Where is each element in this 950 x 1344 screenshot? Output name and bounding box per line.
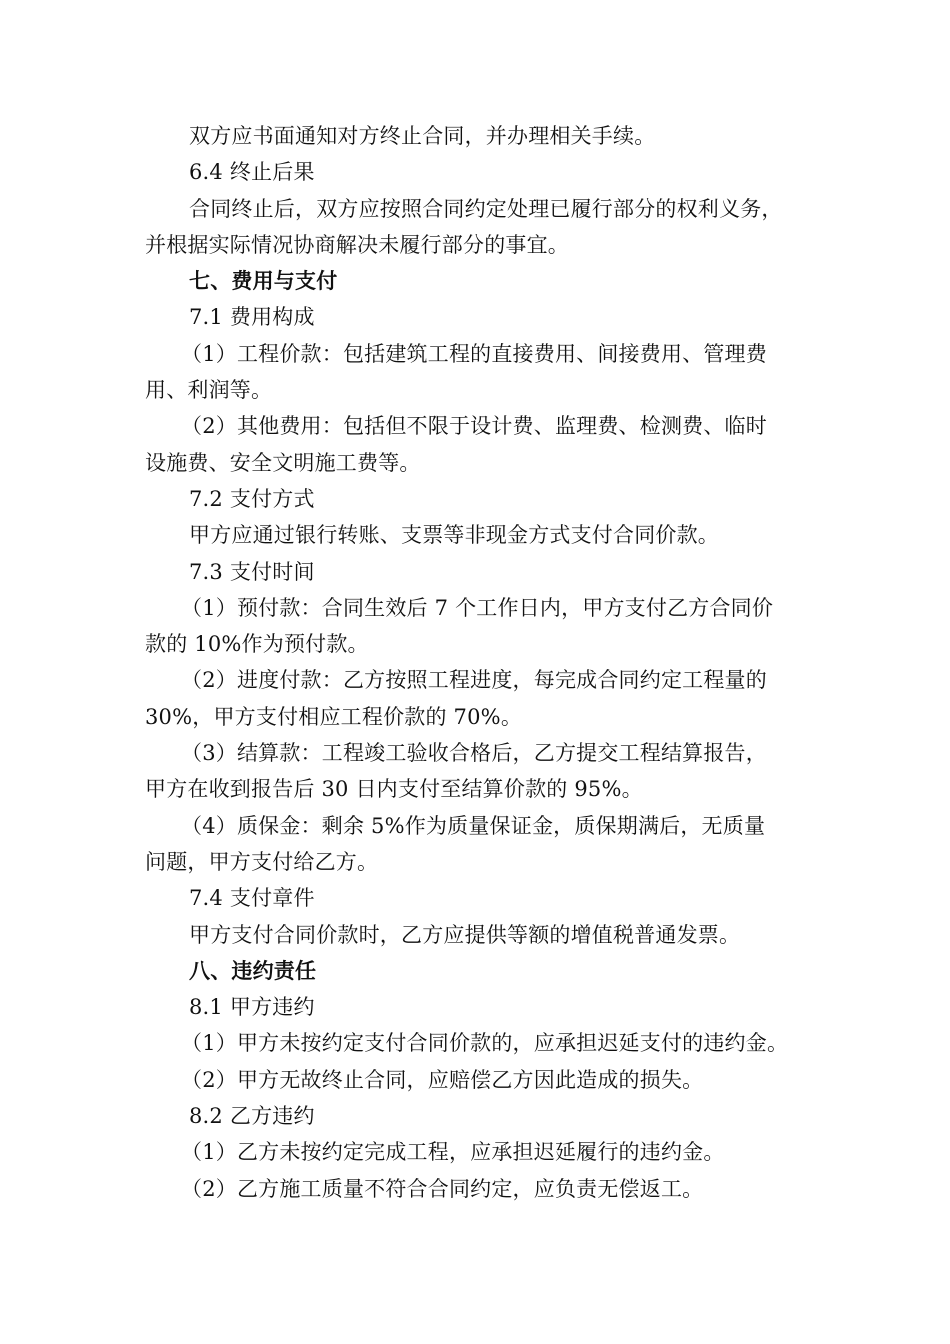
section-heading-7-2: 7.2 支付方式 [189,486,315,511]
paragraph-line: 甲方支付合同价款时，乙方应提供等额的增值税普通发票。 [189,922,741,947]
list-item: （1）工程价款：包括建筑工程的直接费用、间接费用、管理费 [181,341,767,366]
list-item: （1）乙方未按约定完成工程，应承担迟延履行的违约金。 [181,1140,725,1165]
list-item: （1）预付款：合同生效后 7 个工作日内，甲方支付乙方合同价 [181,595,774,620]
list-item: （2）乙方施工质量不符合合同约定，应负责无偿返工。 [181,1176,704,1201]
list-item: （2）进度付款：乙方按照工程进度，每完成合同约定工程量的 [181,668,767,693]
chapter-heading-8: 八、违约责任 [189,957,317,983]
document-body [145,118,810,1207]
paragraph-line: 合同终止后，双方应按照合同约定处理已履行部分的权利义务， [189,196,783,221]
paragraph-line: 问题，甲方支付给乙方。 [145,849,379,874]
paragraph-line: 甲方应通过银行转账、支票等非现金方式支付合同价款。 [189,523,719,548]
section-heading-7-4: 7.4 支付章件 [189,886,315,911]
paragraph-line: 设施费、安全文明施工费等。 [145,450,421,475]
section-heading-8-2: 8.2 乙方违约 [189,1104,315,1129]
paragraph-line: 款的 10%作为预付款。 [145,632,369,657]
chapter-heading-7: 七、费用与支付 [189,268,338,294]
paragraph-line: 甲方在收到报告后 30 日内支付至结算价款的 95%。 [145,777,643,802]
paragraph-line: 并根据实际情况协商解决未履行部分的事宜。 [145,232,569,257]
list-item: （4）质保金：剩余 5%作为质量保证金，质保期满后，无质量 [181,813,766,838]
paragraph-line: 用、利润等。 [145,378,273,403]
section-heading-6-4: 6.4 终止后果 [189,160,315,185]
section-heading-7-3: 7.3 支付时间 [189,559,315,584]
section-heading-7-1: 7.1 费用构成 [189,305,315,330]
paragraph-line: 30%，甲方支付相应工程价款的 70%。 [145,704,523,729]
section-heading-8-1: 8.1 甲方违约 [189,995,315,1020]
list-item: （3）结算款：工程竣工验收合格后，乙方提交工程结算报告， [181,741,767,766]
list-item: （2）其他费用：包括但不限于设计费、监理费、检测费、临时 [181,414,767,439]
list-item: （1）甲方未按约定支付合同价款的，应承担迟延支付的违约金。 [181,1031,789,1056]
paragraph-line: 双方应书面通知对方终止合同，并办理相关手续。 [189,124,656,148]
list-item: （2）甲方无故终止合同，应赔偿乙方因此造成的损失。 [181,1067,704,1092]
